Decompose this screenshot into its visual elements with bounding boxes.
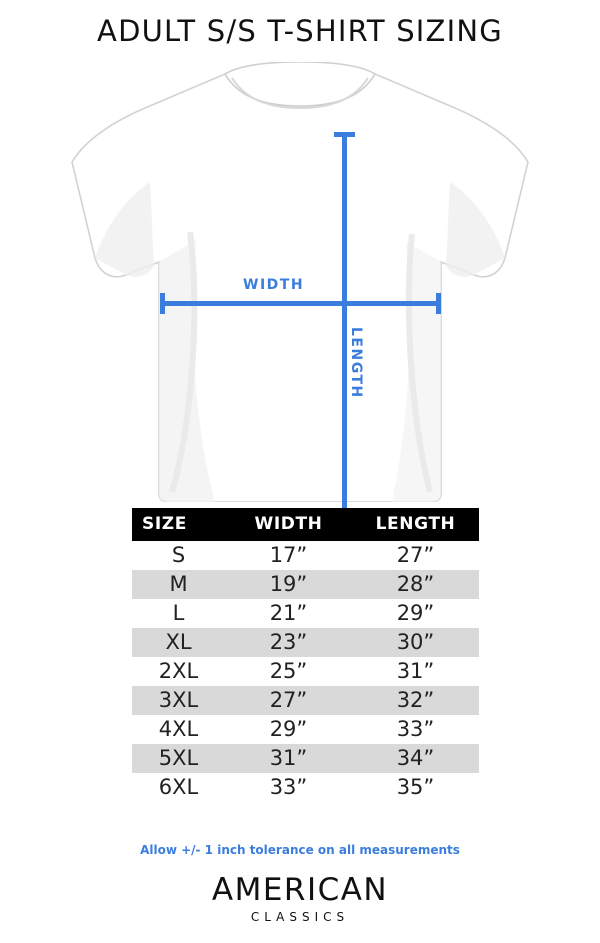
table-row [132,657,479,686]
table-row [132,686,479,715]
cell-size: 3XL [132,686,225,715]
cell-length: 28” [352,570,479,599]
cell-size: S [132,541,225,570]
size-table [132,508,479,802]
length-measurement-line [342,132,347,562]
cell-width: 29” [225,715,352,744]
cell-size: L [132,599,225,628]
cell-size: 2XL [132,657,225,686]
brand-name: AMERICAN [211,872,389,908]
cell-width: 17” [225,541,352,570]
cell-length: 33” [352,715,479,744]
cell-length: 30” [352,628,479,657]
cell-size: 5XL [132,744,225,773]
header-size: SIZE [132,508,225,541]
cell-width: 19” [225,570,352,599]
cell-size: XL [132,628,225,657]
brand-logo [0,872,600,924]
cell-width: 27” [225,686,352,715]
brand-subtitle: CLASSICS [250,910,350,924]
cell-size: 4XL [132,715,225,744]
cell-length: 32” [352,686,479,715]
cell-length: 27” [352,541,479,570]
tshirt-diagram [0,62,600,502]
header-length: LENGTH [352,508,479,541]
cell-width: 21” [225,599,352,628]
table-row [132,715,479,744]
cell-length: 35” [352,773,479,802]
cell-size: 6XL [132,773,225,802]
table-body [132,541,479,802]
cell-size: M [132,570,225,599]
table-row [132,744,479,773]
width-measurement-line [160,301,441,306]
table-row [132,570,479,599]
width-label: WIDTH [243,277,305,293]
length-label: LENGTH [348,327,364,399]
cell-length: 31” [352,657,479,686]
table-row [132,541,479,570]
cell-width: 33” [225,773,352,802]
table-row [132,599,479,628]
cell-width: 23” [225,628,352,657]
size-chart [132,508,469,802]
tolerance-note: Allow +/- 1 inch tolerance on all measurements [140,843,460,857]
cell-width: 31” [225,744,352,773]
table-row [132,628,479,657]
cell-length: 29” [352,599,479,628]
cell-width: 25” [225,657,352,686]
page-title: ADULT S/S T-SHIRT SIZING [97,14,503,48]
table-header-row [132,508,479,541]
cell-length: 34” [352,744,479,773]
header-width: WIDTH [225,508,352,541]
table-row [132,773,479,802]
